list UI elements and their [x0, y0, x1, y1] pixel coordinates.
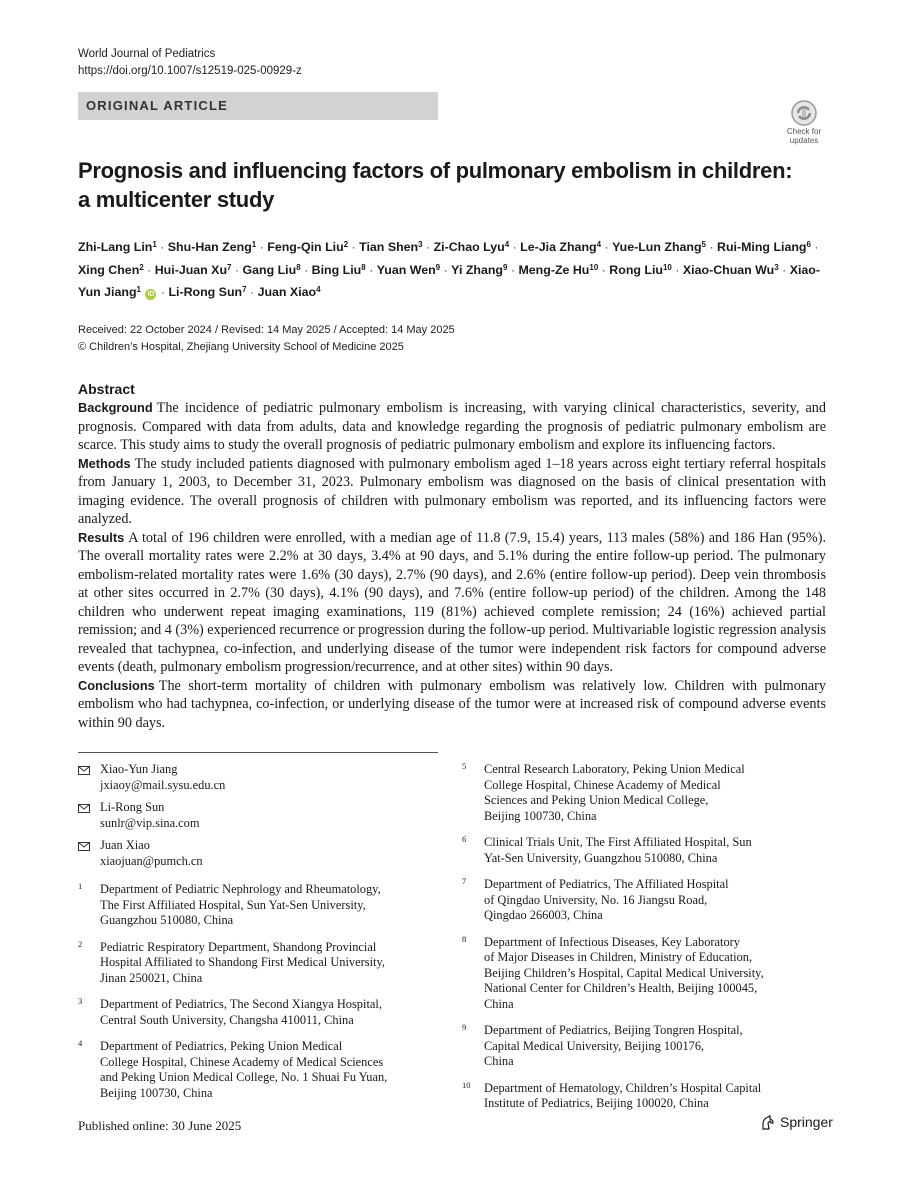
author-separator: · — [509, 240, 521, 254]
background-text: The incidence of pediatric pulmonary embolism is increasing, with varying clinical characteristics, severity, and prognosis. Compared with data from adults, data and knowledge regarding the prognosis of pediatric pulmonary embolism are scarce. This study aims to study the overall prognosis of pediatric pulmonary embolism and explore its influencing factors. — [78, 400, 826, 453]
published-date: Published online: 30 June 2025 — [78, 1118, 242, 1133]
author-affiliation-marker: 5 — [701, 240, 706, 249]
affiliation-line: The First Affiliated Hospital, Sun Yat-Sen University, — [100, 897, 366, 912]
author-name[interactable]: Rong Liu — [609, 262, 663, 277]
affiliation-line: Beijing 100730, China — [100, 1085, 213, 1100]
abstract-background — [78, 399, 826, 455]
author-separator: · — [300, 262, 312, 277]
author-name[interactable]: Zi-Chao Lyu — [433, 240, 505, 254]
affiliation-1 — [78, 882, 438, 929]
affiliation-line: Central South University, Changsha 410011, China — [100, 1012, 354, 1027]
conclusions-text: The short-term mortality of children with pulmonary embolism was relatively low. Children with pulmonary embolism who had tachypnea, co-infection, or underlying disease of the tumor were at increased risk of compound adverse events within 90 days. — [78, 677, 826, 731]
author-name[interactable]: Yuan Wen — [376, 262, 436, 277]
article-type-label: ORIGINAL ARTICLE — [86, 98, 228, 113]
author-affiliation-marker: 2 — [343, 240, 349, 249]
author-name[interactable]: Zhi-Lang Lin — [78, 240, 153, 254]
author-separator: · — [348, 240, 360, 254]
check-updates-line1: Check for — [786, 127, 822, 136]
author-separator: · — [507, 262, 519, 277]
publisher-logo[interactable] — [760, 1114, 833, 1131]
affiliation-3 — [78, 997, 438, 1028]
copyright-line: © Children’s Hospital, Zhejiang University School of Medicine 2025 — [78, 341, 404, 353]
author-affiliation-marker: 8 — [361, 262, 366, 272]
affiliation-line: Clinical Trials Unit, The First Affiliated Hospital, Sun — [484, 835, 752, 849]
affiliation-6 — [462, 835, 832, 866]
affiliation-line: Pediatric Respiratory Department, Shandong Provincial — [100, 939, 377, 954]
author-separator: · — [256, 240, 268, 254]
author-affiliation-marker: 7 — [227, 262, 232, 272]
affiliation-5 — [462, 762, 832, 824]
orcid-icon[interactable]: iD — [147, 291, 155, 298]
author-separator: · — [422, 240, 434, 254]
author-name[interactable]: Juan Xiao — [257, 285, 317, 299]
article-title: Prognosis and influencing factors of pulmonary embolism in children: a multicenter study — [78, 158, 793, 212]
affiliation-line: Department of Hematology, Children’s Hospital Capital — [484, 1080, 762, 1095]
conclusions-label: Conclusions — [78, 677, 155, 693]
results-text: A total of 196 children were enrolled, with a median age of 11.8 (7.9, 15.4) years, 113 males (58%) and 186 Han (95%). The overall mortality rates were 2.2% at 30 days, 3.4% at 90 days, and 5.1% during the entire follow-up period. The pulmonary embolism-related mortality rates were 1.6% (30 days), 2.7% (90 days), and 2.6% (entire follow-up period). Deep vein thrombosis at other sites occurred in 2.7% (30 days), 4.1% (90 days), and 7.6% (entire follow-up period) of the children. Among the 148 children who underwent repeat imaging examinations, 119 (81%) achieved complete remission; 24 (16%) achieved partial remission; and 4 (3%) experienced recurrence or progression during the follow-up period. Multivariable logistic regression analysis revealed that tachypnea, co-infection, and underlying disease of the tumor were independent risk factors for compound adverse events (death, pulmonary embolism progression/recurrence, and at other sites) within 90 days. — [78, 529, 826, 675]
affiliation-line: Yat-Sen University, Guangzhou 510080, China — [484, 850, 718, 865]
check-updates-icon — [791, 100, 817, 126]
corresponding-author — [78, 838, 438, 869]
affiliation-line: Hospital Affiliated to Shandong First Medical University, — [100, 955, 385, 969]
author-separator: · — [810, 240, 819, 254]
author-name[interactable]: Gang Liu — [242, 262, 297, 277]
author-separator: · — [598, 262, 610, 277]
affiliation-line: Beijing 100730, China — [484, 808, 597, 823]
author-separator: · — [157, 285, 169, 299]
author-affiliation-marker: 8 — [296, 262, 301, 272]
author-name[interactable]: Yue-Lun Zhang — [612, 240, 702, 254]
affiliation-line: and Peking Union Medical College, No. 1 Shuai Fu Yuan, — [100, 1070, 388, 1084]
corresponding-author — [78, 762, 438, 793]
affiliation-line: of Qingdao University, No. 16 Jiangsu Road, — [484, 892, 708, 907]
author-name[interactable]: Shu-Han Zeng — [167, 240, 252, 254]
author-name[interactable]: Li-Rong Sun — [168, 285, 243, 299]
author-affiliation-marker: 1 — [136, 285, 141, 294]
author-name[interactable]: Xing Chen — [78, 262, 140, 277]
affiliation-8 — [462, 935, 832, 1013]
affiliation-line: Beijing Children’s Hospital, Capital Medical University, — [484, 965, 764, 980]
author-affiliation-marker: 3 — [774, 262, 779, 272]
abstract-conclusions — [78, 677, 826, 733]
affiliation-10 — [462, 1081, 832, 1112]
affiliation-number: 8 — [462, 933, 467, 944]
affiliation-line: Institute of Pediatrics, Beijing 100020, China — [484, 1096, 709, 1110]
author-separator: · — [246, 285, 258, 299]
envelope-icon — [78, 842, 90, 851]
affiliation-line: Department of Pediatrics, Peking Union Medical — [100, 1039, 343, 1053]
affiliation-line: Department of Pediatrics, The Affiliated Hospital — [484, 877, 729, 891]
envelope-icon — [78, 766, 90, 775]
doi-link[interactable]: https://doi.org/10.1007/s12519-025-00929-z — [78, 65, 302, 77]
publisher-name: Springer — [780, 1114, 833, 1130]
author-separator: · — [706, 240, 718, 254]
affiliation-line: College Hospital, Chinese Academy of Medical Sciences — [100, 1054, 384, 1069]
corresponding-author — [78, 800, 438, 831]
affiliation-9 — [462, 1023, 832, 1070]
results-label: Results — [78, 529, 125, 545]
author-name[interactable]: Xiao-Chuan Wu — [682, 262, 775, 277]
footnotes-left-column — [78, 762, 438, 1112]
affiliation-line: Capital Medical University, Beijing 100176, — [484, 1038, 705, 1053]
affiliation-7 — [462, 877, 832, 924]
contact-name: Juan Xiao — [100, 838, 150, 852]
methods-text: The study included patients diagnosed with pulmonary embolism aged 1–18 years across eight tertiary referral hospitals from January 1, 2003, to December 31, 2023. Pulmonary embolism was diagnosed on the basis of clinical presentation with imaging evidence. The overall prognosis of children with pulmonary embolism was reported, and its influencing factors were analyzed. — [78, 455, 826, 527]
abstract-methods — [78, 455, 826, 529]
author-affiliation-marker: 10 — [589, 262, 599, 272]
affiliation-number: 3 — [78, 996, 83, 1006]
affiliation-number: 4 — [78, 1038, 83, 1048]
author-list — [78, 236, 823, 304]
affiliation-4 — [78, 1039, 438, 1101]
check-updates-line2: updates — [789, 136, 819, 145]
author-affiliation-marker: 2 — [139, 262, 144, 272]
author-affiliation-marker: 1 — [152, 240, 157, 249]
contact-email[interactable]: sunlr@vip.sina.com — [100, 815, 200, 830]
affiliation-line: Department of Pediatrics, The Second Xiangya Hospital, — [100, 997, 382, 1011]
contact-email[interactable]: xiaojuan@pumch.cn — [100, 853, 203, 868]
contact-name: Xiao-Yun Jiang — [100, 762, 178, 776]
abstract-heading: Abstract — [78, 381, 135, 397]
methods-label: Methods — [78, 455, 131, 471]
affiliation-number: 9 — [462, 1022, 467, 1032]
author-name[interactable]: Yi Zhang — [451, 262, 503, 277]
author-affiliation-marker: 7 — [242, 285, 247, 294]
author-affiliation-marker: 4 — [316, 285, 321, 294]
author-affiliation-marker: 9 — [503, 262, 508, 272]
affiliation-line: China — [484, 1054, 514, 1068]
affiliation-line: Central Research Laboratory, Peking Union Medical — [484, 762, 745, 776]
affiliation-line: National Center for Children’s Health, Beijing 100045, — [484, 981, 758, 995]
journal-name: World Journal of Pediatrics — [78, 48, 216, 60]
author-separator: · — [671, 262, 683, 277]
author-separator: · — [143, 262, 155, 277]
affiliation-line: of Major Diseases in Children, Ministry of Education, — [484, 950, 753, 964]
affiliation-line: Jinan 250021, China — [100, 970, 203, 985]
author-name[interactable]: Xiao-Yun Jiang — [78, 262, 820, 299]
affiliation-line: China — [484, 996, 514, 1011]
history-dates: Received: 22 October 2024 / Revised: 14 May 2025 / Accepted: 14 May 2025 — [78, 324, 455, 336]
affiliation-line: Department of Pediatric Nephrology and Rheumatology, — [100, 882, 381, 896]
author-separator: · — [365, 262, 377, 277]
affiliation-number: 7 — [462, 876, 467, 886]
author-affiliation-marker: 4 — [504, 240, 510, 249]
author-name[interactable]: Meng-Ze Hu — [518, 262, 590, 277]
affiliation-number: 5 — [462, 761, 467, 771]
author-name[interactable]: Bing Liu — [311, 262, 362, 277]
affiliation-2 — [78, 940, 438, 987]
author-name[interactable]: Tian Shen — [359, 240, 419, 254]
author-name[interactable]: Rui-Ming Liang — [717, 240, 807, 254]
author-affiliation-marker: 9 — [435, 262, 441, 272]
footnotes-right-column — [462, 762, 832, 1123]
author-affiliation-marker: 6 — [806, 240, 811, 249]
author-affiliation-marker: 3 — [418, 240, 423, 249]
author-name[interactable]: Le-Jia Zhang — [520, 240, 597, 254]
affiliation-number: 1 — [78, 881, 83, 891]
affiliation-number: 10 — [462, 1079, 471, 1090]
affiliation-number: 6 — [462, 834, 467, 844]
contact-name: Li-Rong Sun — [100, 800, 165, 814]
author-separator: · — [156, 240, 168, 254]
author-separator: · — [231, 262, 243, 277]
affiliation-line: Department of Infectious Diseases, Key Laboratory — [484, 934, 740, 949]
author-separator: · — [440, 262, 452, 277]
affiliation-line: Guangzhou 510080, China — [100, 913, 234, 927]
footnote-divider — [78, 752, 438, 753]
author-affiliation-marker: 4 — [596, 240, 602, 249]
author-affiliation-marker: 10 — [662, 262, 672, 272]
article-dates — [78, 322, 455, 356]
springer-horse-icon — [760, 1115, 776, 1131]
article-type-band — [78, 92, 438, 120]
envelope-icon — [78, 804, 90, 813]
affiliation-number: 2 — [78, 938, 83, 949]
abstract — [78, 380, 826, 732]
author-affiliation-marker: 1 — [251, 240, 257, 249]
author-name[interactable]: Feng-Qin Liu — [267, 240, 344, 254]
author-separator: · — [778, 262, 790, 277]
affiliation-line: College Hospital, Chinese Academy of Medical — [484, 777, 721, 792]
author-name[interactable]: Hui-Juan Xu — [154, 262, 228, 277]
affiliation-line: Sciences and Peking Union Medical College, — [484, 793, 709, 807]
affiliation-line: Department of Pediatrics, Beijing Tongren Hospital, — [484, 1023, 743, 1037]
abstract-results — [78, 529, 826, 677]
contact-email[interactable]: jxiaoy@mail.sysu.edu.cn — [100, 777, 226, 792]
journal-header — [78, 46, 302, 80]
check-for-updates-badge[interactable] — [780, 100, 828, 148]
background-label: Background — [78, 400, 153, 415]
affiliation-line: Qingdao 266003, China — [484, 908, 603, 922]
author-separator: · — [601, 240, 613, 254]
